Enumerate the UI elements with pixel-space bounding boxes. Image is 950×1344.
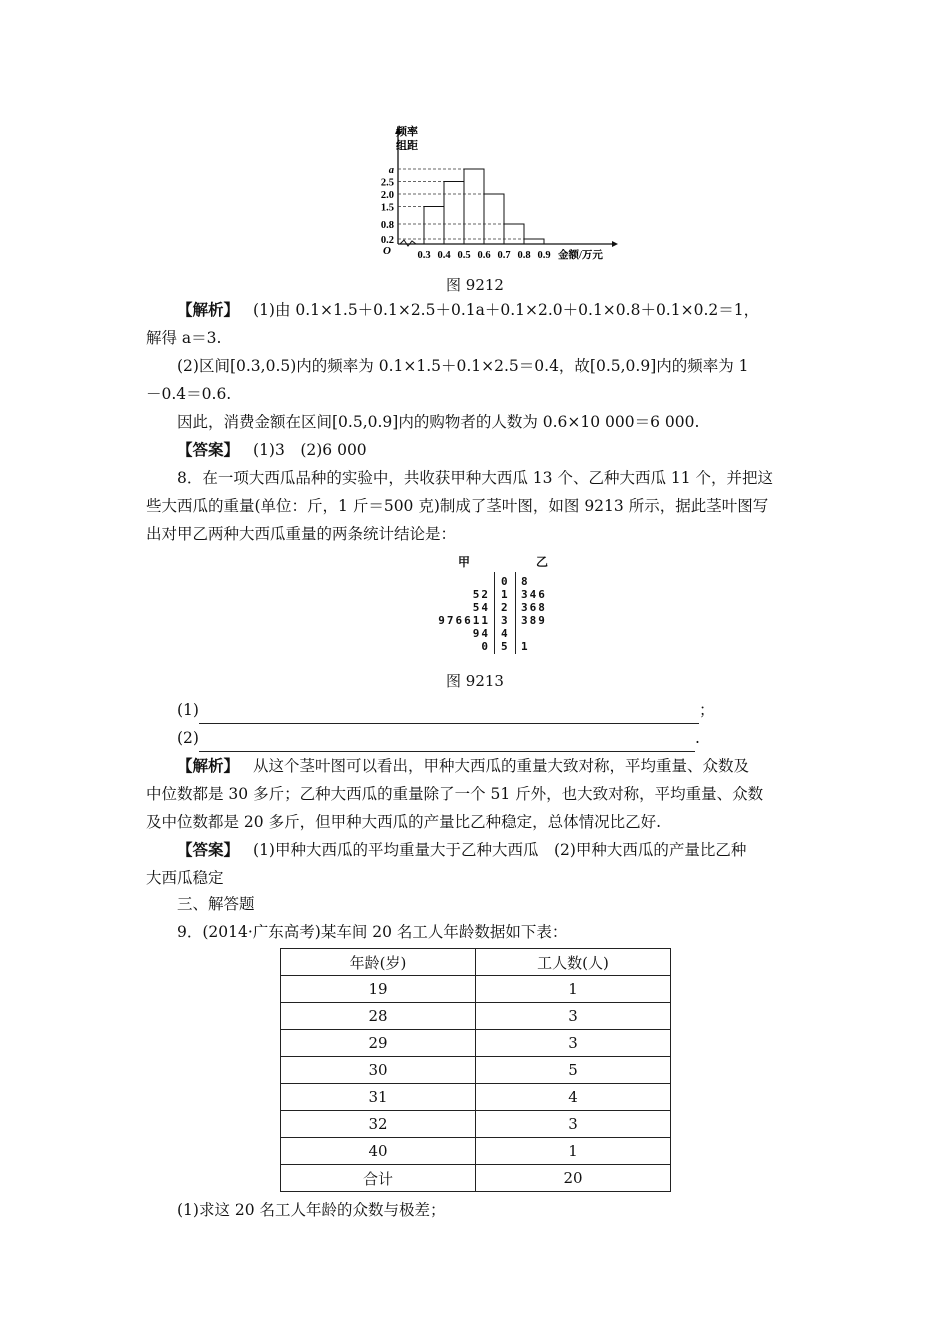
solution7-line3: (2)区间[0.3,0.5)内的频率为 0.1×1.5＋0.1×2.5＝0.4，故[0.5,0.9]内的频率为 1 [177, 357, 749, 375]
x-tick-label: 0.7 [497, 250, 511, 261]
table-cell: 年龄(岁) [281, 949, 476, 976]
stem-leaf-stem: 2 [501, 601, 508, 614]
table-row [281, 1084, 671, 1111]
axis-break-mark [400, 240, 416, 246]
x-tick-label: 0.6 [477, 250, 491, 261]
solution8-line3: 及中位数都是 20 多斤，但甲种大西瓜的产量比乙种稳定，总体情况比乙好. [146, 813, 662, 831]
histogram-bar [484, 194, 504, 244]
solution7-line1: 【解析】 (1)由 0.1×1.5＋0.1×2.5＋0.1a＋0.1×2.0＋0.1×0.8＋0.1×0.2＝1， [177, 300, 760, 319]
table-cell: 3 [476, 1030, 671, 1057]
stem-leaf-stem: 1 [501, 588, 508, 601]
blank-1-line[interactable] [199, 705, 699, 724]
stem-leaf-left-header: 甲 [458, 555, 471, 569]
answer8-line1: 【答案】 (1)甲种大西瓜的平均重量大于乙种大西瓜 (2)甲种大西瓜的产量比乙种 [177, 840, 747, 859]
stem-leaf-right-leaves: 1 [521, 640, 530, 653]
q9-part1: (1)求这 20 名工人年龄的众数与极差； [177, 1201, 446, 1219]
histogram-bar [444, 182, 464, 245]
histogram-bars [424, 169, 544, 244]
stem-leaf-stem: 5 [501, 640, 508, 653]
table-cell: 19 [281, 976, 476, 1003]
answer8-label: 【答案】 [177, 840, 240, 859]
q8-line3: 出对甲乙两种大西瓜重量的两条统计结论是： [146, 525, 457, 543]
histogram-ylabel-top: 频率 [396, 126, 418, 138]
histogram-bar [504, 224, 524, 244]
histogram-dash-lines [398, 169, 524, 239]
table-row [281, 1165, 671, 1192]
stem-leaf-stem: 3 [501, 614, 508, 627]
figure-caption-9212: 图 9212 [446, 276, 504, 294]
frequency-histogram [362, 122, 622, 262]
histogram-origin-label: O [383, 245, 391, 257]
solution7-line5: 因此，消费金额在区间[0.5,0.9]内的购物者的人数为 0.6×10 000＝6 000. [177, 413, 700, 431]
histogram-axes [395, 127, 618, 247]
y-tick-label: a [388, 165, 394, 176]
table-cell: 1 [476, 976, 671, 1003]
solution7-line4: －0.4＝0.6. [146, 385, 232, 403]
histogram-ylabel-bottom: 组距 [396, 140, 418, 152]
histogram-xlabel: 金额/万元 [558, 250, 603, 261]
blank-2: (2) . [146, 724, 810, 752]
y-tick-label: 1.5 [380, 202, 394, 214]
y-tick-label: 2.0 [380, 190, 394, 201]
y-tick-label: 0.8 [380, 220, 394, 231]
stem-leaf-left-leaves: 0 [481, 640, 490, 653]
y-tick-label: 0.2 [380, 235, 394, 246]
table-cell: 5 [476, 1057, 671, 1084]
table-row [281, 976, 671, 1003]
stem-leaf-left-leaves: 976611 [438, 614, 490, 627]
stem-leaf-right-leaves: 346 [521, 588, 547, 601]
stem-leaf-right-leaves: 8 [521, 575, 530, 588]
histogram-bar [464, 169, 484, 244]
x-tick-label: 0.4 [437, 250, 451, 261]
stem-leaf-right-header: 乙 [536, 555, 549, 569]
stem-leaf-plot [420, 556, 570, 656]
table-row [281, 1003, 671, 1030]
age-table [280, 948, 671, 1192]
table-cell: 3 [476, 1003, 671, 1030]
histogram-bar [424, 207, 444, 245]
table-header-row [281, 949, 671, 976]
stem-leaf-left-leaves: 52 [472, 588, 490, 601]
answer8-line2: 大西瓜稳定 [146, 869, 224, 887]
table-cell: 31 [281, 1084, 476, 1111]
solution7-label: 【解析】 [177, 300, 240, 319]
stem-leaf-stem: 0 [501, 575, 508, 588]
table-cell: 29 [281, 1030, 476, 1057]
answer7-line: 【答案】 (1)3 (2)6 000 [177, 440, 367, 459]
blank-2-line[interactable] [199, 733, 695, 752]
table-cell: 1 [476, 1138, 671, 1165]
figure-caption-9213: 图 9213 [446, 672, 504, 690]
solution7-line2: 解得 a＝3. [146, 329, 222, 347]
solution8-line1: 【解析】 从这个茎叶图可以看出，甲种大西瓜的重量大致对称，平均重量、众数及 [177, 756, 750, 775]
table-row [281, 1030, 671, 1057]
table-cell: 20 [476, 1165, 671, 1192]
x-tick-label: 0.3 [417, 250, 431, 261]
x-tick-label: 0.9 [537, 250, 551, 261]
q8-line2: 些大西瓜的重量(单位：斤，1 斤＝500 克)制成了茎叶图，如图 9213 所示，据此茎叶图写 [146, 497, 769, 515]
stem-leaf-left-leaves: 54 [472, 601, 490, 614]
table-cell: 4 [476, 1084, 671, 1111]
table-row [281, 1111, 671, 1138]
q9-line1: 9．(2014·广东高考)某车间 20 名工人年龄数据如下表： [177, 923, 568, 941]
solution8-label: 【解析】 [177, 756, 240, 775]
table-cell: 工人数(人) [476, 949, 671, 976]
stem-leaf-left-leaves: 94 [472, 627, 490, 640]
section-heading: 三、解答题 [177, 895, 255, 913]
table-cell: 32 [281, 1111, 476, 1138]
answer7-label: 【答案】 [177, 440, 240, 459]
table-cell: 合计 [281, 1165, 476, 1192]
stem-leaf-right-leaves: 389 [521, 614, 547, 627]
stem-leaf-right-leaves: 368 [521, 601, 547, 614]
q8-line1: 8．在一项大西瓜品种的实验中，共收获甲种大西瓜 13 个、乙种大西瓜 11 个，并把这 [177, 469, 774, 487]
x-tick-label: 0.8 [517, 250, 531, 261]
table-row [281, 1138, 671, 1165]
solution8-line2: 中位数都是 30 多斤；乙种大西瓜的重量除了一个 51 斤外，也大致对称，平均重量、众数 [146, 785, 764, 803]
table-cell: 28 [281, 1003, 476, 1030]
table-row [281, 1057, 671, 1084]
blank-1: (1) ； [146, 696, 810, 724]
y-tick-label: 2.5 [380, 177, 394, 189]
x-axis-arrow [612, 241, 618, 247]
table-cell: 30 [281, 1057, 476, 1084]
table-cell: 40 [281, 1138, 476, 1165]
stem-leaf-stem: 4 [501, 627, 508, 640]
table-cell: 3 [476, 1111, 671, 1138]
histogram-bar [524, 239, 544, 244]
x-tick-label: 0.5 [457, 250, 471, 261]
